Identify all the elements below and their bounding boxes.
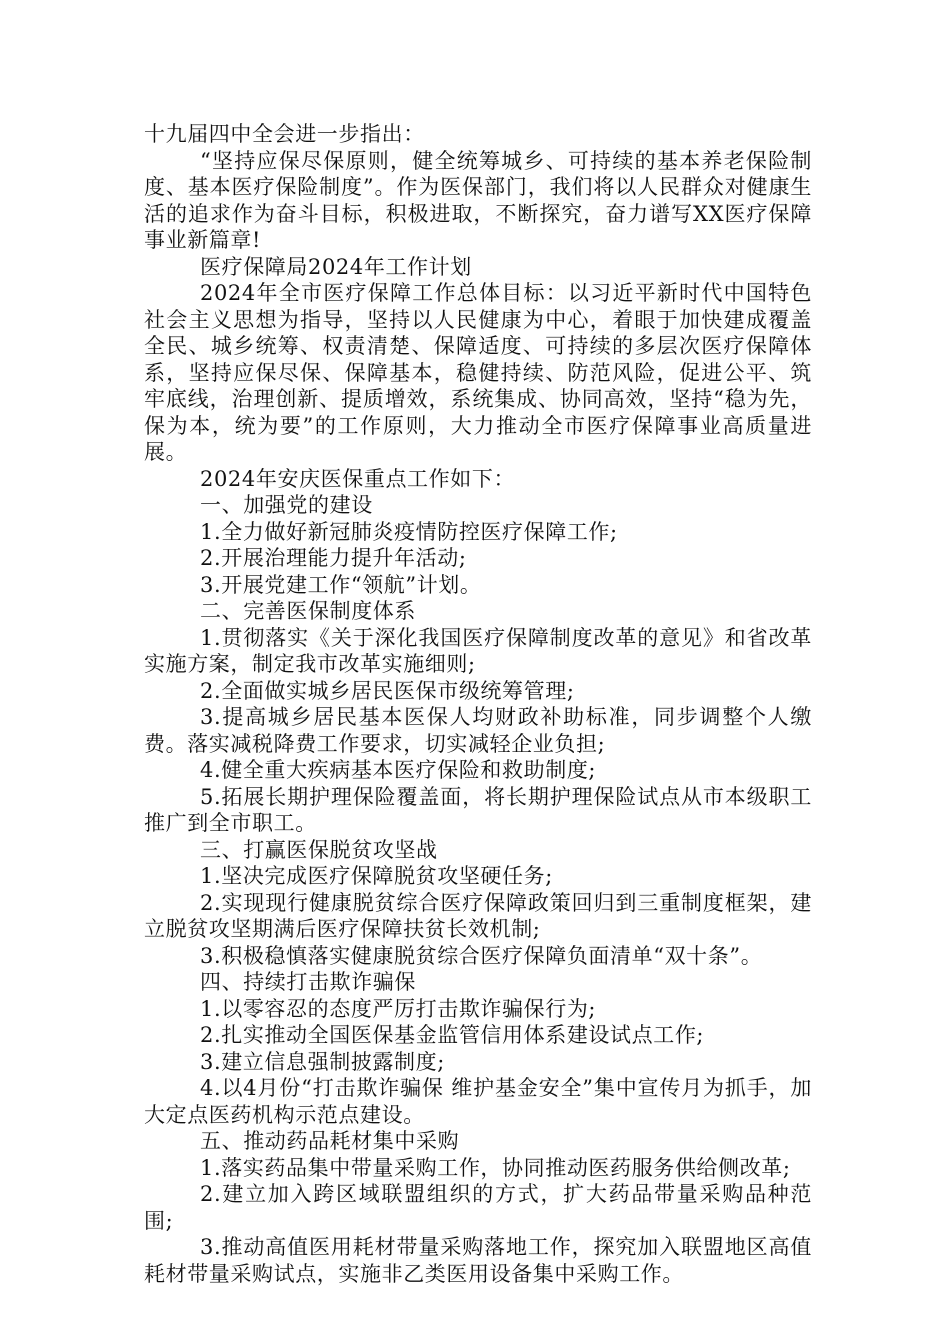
list-item: 2.扎实推动全国医保基金监管信用体系建设试点工作; xyxy=(200,1023,705,1047)
section-heading: 五、推动药品耗材集中采购 xyxy=(200,1129,460,1153)
paragraph: 2024年安庆医保重点工作如下： xyxy=(200,466,516,491)
list-item: 2.全面做实城乡居民医保市级统筹管理; xyxy=(200,678,575,703)
document-title: 医疗保障局2024年工作计划 xyxy=(200,254,472,279)
list-item: 2.建立加入跨区域联盟组织的方式，扩大药品带量采购品种范围; xyxy=(144,1182,812,1233)
list-item: 3.推动高值医用耗材带量采购落地工作，探究加入联盟地区高值耗材带量采购试点，实施非乙类医用设备集中采购工作。 xyxy=(144,1235,812,1286)
section-heading: 二、完善医保制度体系 xyxy=(200,599,416,623)
list-item: 1.落实药品集中带量采购工作，协同推动医药服务供给侧改革; xyxy=(200,1155,791,1180)
paragraph: 2024年全市医疗保障工作总体目标：以习近平新时代中国特色社会主义思想为指导，坚持以人民健康为中心，着眼于加快建成覆盖全民、城乡统筹、权责清楚、保障适度、可持续的多层次医疗保障体系，坚持应保尽保、保障基本，稳健持续、防范风险，促进公平、筑牢底线，治理创新、提质增效，系统集成、协同高效，坚持“稳为先，保为本，统为要”的工作原则，大力推动全市医疗保障事业高质量进展。 xyxy=(144,281,812,464)
list-item: 1.全力做好新冠肺炎疫情防控医疗保障工作; xyxy=(200,519,618,544)
list-item: 3.提高城乡居民基本医保人均财政补助标准，同步调整个人缴费。落实减税降费工作要求，切实减轻企业负担; xyxy=(144,705,812,756)
list-item: 3.积极稳慎落实健康脱贫综合医疗保障负面清单“双十条”。 xyxy=(200,943,763,968)
list-item: 1.以零容忍的态度严厉打击欺诈骗保行为; xyxy=(200,996,597,1021)
list-item: 3.开展党建工作“领航”计划。 xyxy=(200,572,482,597)
paragraph: 十九届四中全会进一步指出： xyxy=(144,122,425,146)
list-item: 3.建立信息强制披露制度; xyxy=(200,1049,445,1074)
section-heading: 三、打赢医保脱贫攻坚战 xyxy=(200,837,438,862)
section-heading: 一、加强党的建设 xyxy=(200,493,373,517)
document-body xyxy=(144,121,812,1287)
paragraph: “坚持应保尽保原则，健全统筹城乡、可持续的基本养老保险制度、基本医疗保险制度”。作为医保部门，我们将以人民群众对健康生活的追求作为奋斗目标，积极进取，不断探究，奋力谱写XX医疗保障事业新篇章! xyxy=(144,148,812,252)
list-item: 2.开展治理能力提升年活动; xyxy=(200,546,467,570)
list-item: 1.坚决完成医疗保障脱贫攻坚硬任务; xyxy=(200,864,553,888)
list-item: 4.以4月份“打击欺诈骗保 维护基金安全”集中宣传月为抓手，加大定点医药机构示范点建设。 xyxy=(144,1076,812,1127)
list-item: 1.贯彻落实《关于深化我国医疗保障制度改革的意见》和省改革实施方案，制定我市改革实施细则; xyxy=(144,625,812,676)
section-heading: 四、持续打击欺诈骗保 xyxy=(200,970,416,994)
list-item: 4.健全重大疾病基本医疗保险和救助制度; xyxy=(200,758,597,782)
list-item: 2.实现现行健康脱贫综合医疗保障政策回归到三重制度框架，建立脱贫攻坚期满后医疗保障扶贫长效机制; xyxy=(144,890,812,941)
list-item: 5.拓展长期护理保险覆盖面，将长期护理保险试点从市本级职工推广到全市职工。 xyxy=(144,784,812,835)
